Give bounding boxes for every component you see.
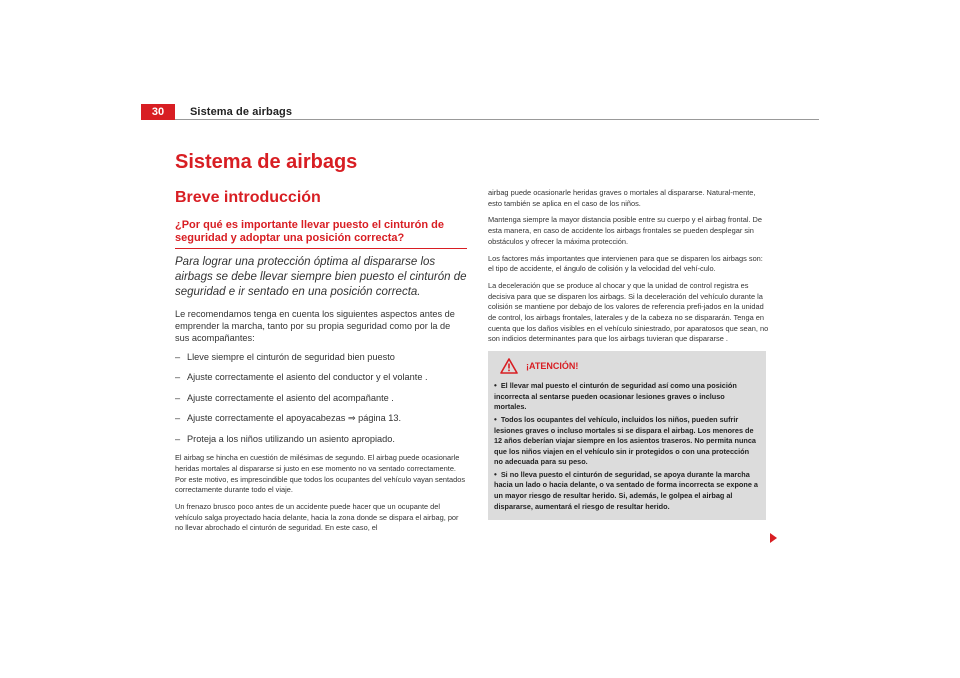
right-column bbox=[488, 188, 770, 520]
header-divider bbox=[175, 119, 819, 120]
dash-bullet: – bbox=[175, 351, 181, 362]
bullet-icon: • bbox=[494, 381, 497, 391]
page-number: 30 bbox=[141, 104, 175, 120]
running-header: Sistema de airbags bbox=[190, 106, 293, 118]
page-title: Sistema de airbags bbox=[175, 151, 358, 173]
intro-text: Para lograr una protección óptima al dispararse los airbags se debe llevar siempre bien puesto el cinturón de seguridad e ir sentado en una posición correcta. bbox=[175, 256, 467, 298]
list-item: – Ajuste correctamente el asiento del conductor y el volante . bbox=[175, 372, 428, 383]
bullet-icon: • bbox=[494, 414, 497, 424]
list-item: – Proteja a los niños utilizando un asiento apropiado. bbox=[175, 433, 395, 444]
paragraph: Un frenazo brusco poco antes de un accidente puede hacer que un ocupante del vehículo salga proyectado hacia delante, hacia la zona donde se dispara el airbag, por no llevar abrochado el cinturón de seguridad. En este caso, el bbox=[175, 501, 459, 533]
paragraph: Los factores más importantes que intervienen para que se disparen los airbags son: el tipo de accidente, el ángulo de colisión y la velocidad del vehí-culo. bbox=[488, 253, 763, 274]
subheading: ¿Por qué es importante llevar puesto el cinturón de seguridad y adoptar una posición correcta? bbox=[175, 219, 467, 249]
warning-title: ¡ATENCIÓN! bbox=[526, 361, 579, 372]
dash-bullet: – bbox=[175, 413, 181, 424]
dash-bullet: – bbox=[175, 372, 181, 383]
recommendation-list bbox=[175, 351, 467, 445]
warning-triangle-icon bbox=[500, 358, 518, 374]
paragraph: Mantenga siempre la mayor distancia posible entre su cuerpo y el airbag frontal. De esta manera, en caso de accidente los airbags frontales se pueden desplegar sin obstáculos y ofrecer la máxima protección. bbox=[488, 215, 763, 246]
warning-item: • Todos los ocupantes del vehículo, incluidos los niños, pueden sufrir lesiones graves o incluso mortales si se dispara el airbag. Los menores de 12 años deberían viajar siempre en los asientos traseros. No permita nunca que los niños viajen en el vehículo sin ir protegidos o con una protección no adecuada para su peso. bbox=[494, 414, 756, 467]
dash-bullet: – bbox=[175, 392, 181, 403]
warning-header bbox=[494, 357, 758, 375]
dash-bullet: – bbox=[175, 433, 181, 444]
warning-item: • Si no lleva puesto el cinturón de seguridad, se apoya durante la marcha hacia un lado o hacia delante, o va sentado de forma incorrecta se expone a un mayor riesgo de resultar herido. Si, además, le golpea el airbag al dispararse, aumentará el riesgo de resultar herido. bbox=[494, 469, 758, 511]
warning-item: • El llevar mal puesto el cinturón de seguridad así como una posición incorrecta al sentarse pueden ocasionar lesiones graves o incluso mortales. bbox=[494, 381, 737, 412]
list-item: – Ajuste correctamente el asiento del acompañante . bbox=[175, 392, 394, 403]
bullet-icon: • bbox=[494, 469, 497, 479]
paragraph: La deceleración que se produce al chocar y que la unidad de control registra es decisiva para que se disparen los airbags. Si la deceleración del vehículo durante la colisión se mantiene por debajo de los valores de referencia prefi-jados en la unidad de control, los airbags frontales, laterales y de la cabeza no se dispararán. Tenga en cuenta que los daños visibles en el vehículo siniestrado, por aparatosos que sean, no son indicios determinantes para que los airbags tuvieran que dispararse . bbox=[488, 280, 769, 344]
list-item: – Lleve siempre el cinturón de seguridad bien puesto bbox=[175, 351, 395, 362]
lead-paragraph: Le recomendamos tenga en cuenta los siguientes aspectos antes de emprender la marcha, tanto por su propia seguridad como por la de sus acompañantes: bbox=[175, 309, 455, 344]
paragraph: El airbag se hincha en cuestión de milésimas de segundo. El airbag puede ocasionarle heridas mortales al dispararse si justo en ese momento no va sentado correctamente. Por este motivo, es imprescindible que todos los ocupantes del vehículo vayan sentados correctamente durante todo el viaje. bbox=[175, 453, 466, 495]
warning-box bbox=[488, 351, 766, 520]
continue-arrow-icon bbox=[770, 533, 777, 543]
list-item: – Ajuste correctamente el apoyacabezas ⇒ página 13. bbox=[175, 413, 402, 424]
section-title: Breve introducción bbox=[175, 189, 321, 206]
paragraph: airbag puede ocasionarle heridas graves o mortales al dispararse. Natural-mente, esto también se aplica en el caso de los niños. bbox=[488, 188, 756, 208]
left-column bbox=[175, 219, 467, 540]
